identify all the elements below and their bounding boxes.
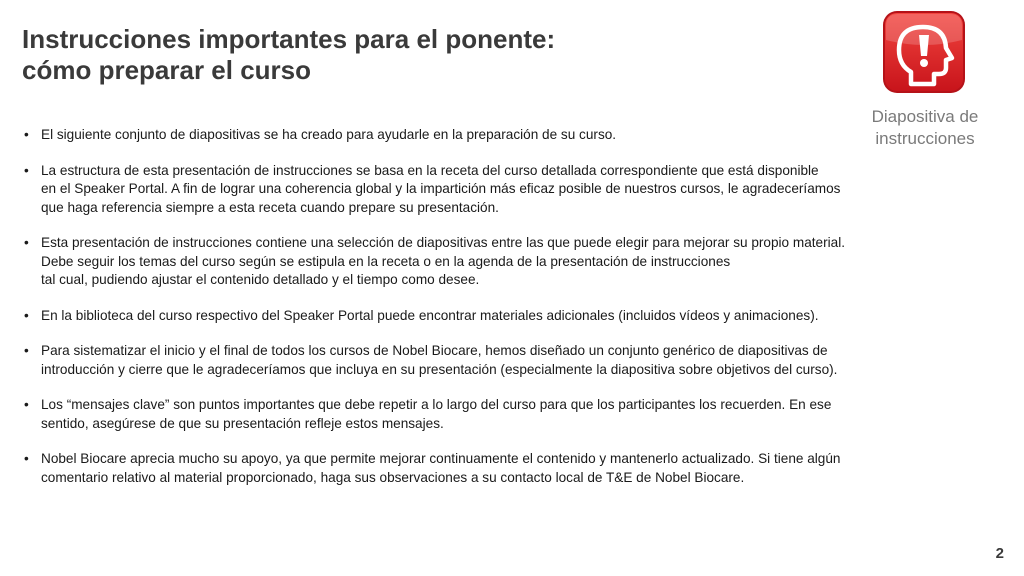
bullet-text-line: El siguiente conjunto de diapositivas se ha creado para ayudarle en la preparación de su curso. — [41, 127, 617, 142]
bullet-item — [22, 450, 982, 487]
bullet-item — [22, 234, 982, 290]
bullet-text-line: comentario relativo al material proporcionado, haga sus observaciones a su contacto local de T&E de Nobel Biocare. — [41, 469, 745, 485]
slide-title-line-2: cómo preparar el curso — [22, 55, 311, 85]
bullet-text-line: sentido, asegúrese de que su presentación refleje estos mensajes. — [41, 415, 444, 431]
badge-caption-line-1: Diapositiva de — [871, 107, 979, 126]
head-exclamation-icon — [882, 10, 966, 94]
bullet-item — [22, 396, 982, 433]
bullet-item — [22, 342, 982, 379]
bullet-item — [22, 307, 982, 326]
bullet-item — [22, 162, 982, 218]
bullet-text-line: tal cual, pudiendo ajustar el contenido detallado y el tiempo como desee. — [41, 272, 480, 287]
bullet-text-line: Debe seguir los temas del curso según se estipula en la receta o en la agenda de la presentación de instrucciones — [41, 253, 731, 269]
bullet-marker: • — [24, 451, 29, 466]
bullet-text-line: Esta presentación de instrucciones contiene una selección de diapositivas entre las que puede elegir para mejorar su propio material. — [41, 235, 846, 250]
bullet-text-line: La estructura de esta presentación de instrucciones se basa en la receta del curso detallada correspondiente que está disponible — [41, 162, 819, 178]
bullet-marker: • — [24, 235, 29, 250]
bullet-text-line: Nobel Biocare aprecia mucho su apoyo, ya que permite mejorar continuamente el contenido y mantenerlo actualizado. Si tiene algún — [41, 451, 841, 466]
bullet-text-line: Para sistematizar el inicio y el final de todos los cursos de Nobel Biocare, hemos diseñado un conjunto genérico de diapositivas de — [41, 343, 828, 358]
bullet-text-line: En la biblioteca del curso respectivo del Speaker Portal puede encontrar materiales adicionales (incluidos vídeos y animaciones). — [41, 307, 819, 323]
bullet-text-line: en el Speaker Portal. A fin de lograr una coherencia global y la impartición más eficaz posible de nuestros cursos, le agradeceríamos — [41, 181, 841, 196]
bullet-marker: • — [24, 127, 29, 142]
bullet-text-line: que haga referencia siempre a esta receta cuando prepare su presentación. — [41, 199, 499, 215]
bullet-marker: • — [24, 397, 29, 412]
bullet-marker: • — [24, 307, 29, 323]
bullet-marker: • — [24, 343, 29, 358]
slide-title-line-1: Instrucciones importantes para el ponente: — [22, 24, 556, 54]
page-number: 2 — [995, 545, 1004, 562]
bullet-item — [22, 126, 982, 145]
bullet-marker: • — [24, 162, 29, 178]
badge-caption-line-2: instrucciones — [875, 129, 975, 148]
instruction-list — [22, 126, 982, 504]
slide-title — [22, 24, 842, 86]
head-exclamation-icon-graphic — [882, 10, 966, 94]
bullet-text-line: Los “mensajes clave” son puntos importantes que debe repetir a lo largo del curso para que los participantes los recuerden. En ese — [41, 397, 832, 412]
bullet-text-line: introducción y cierre que le agradeceríamos que incluya en su presentación (especialmente la diapositiva sobre objetivos del curso). — [41, 361, 838, 377]
